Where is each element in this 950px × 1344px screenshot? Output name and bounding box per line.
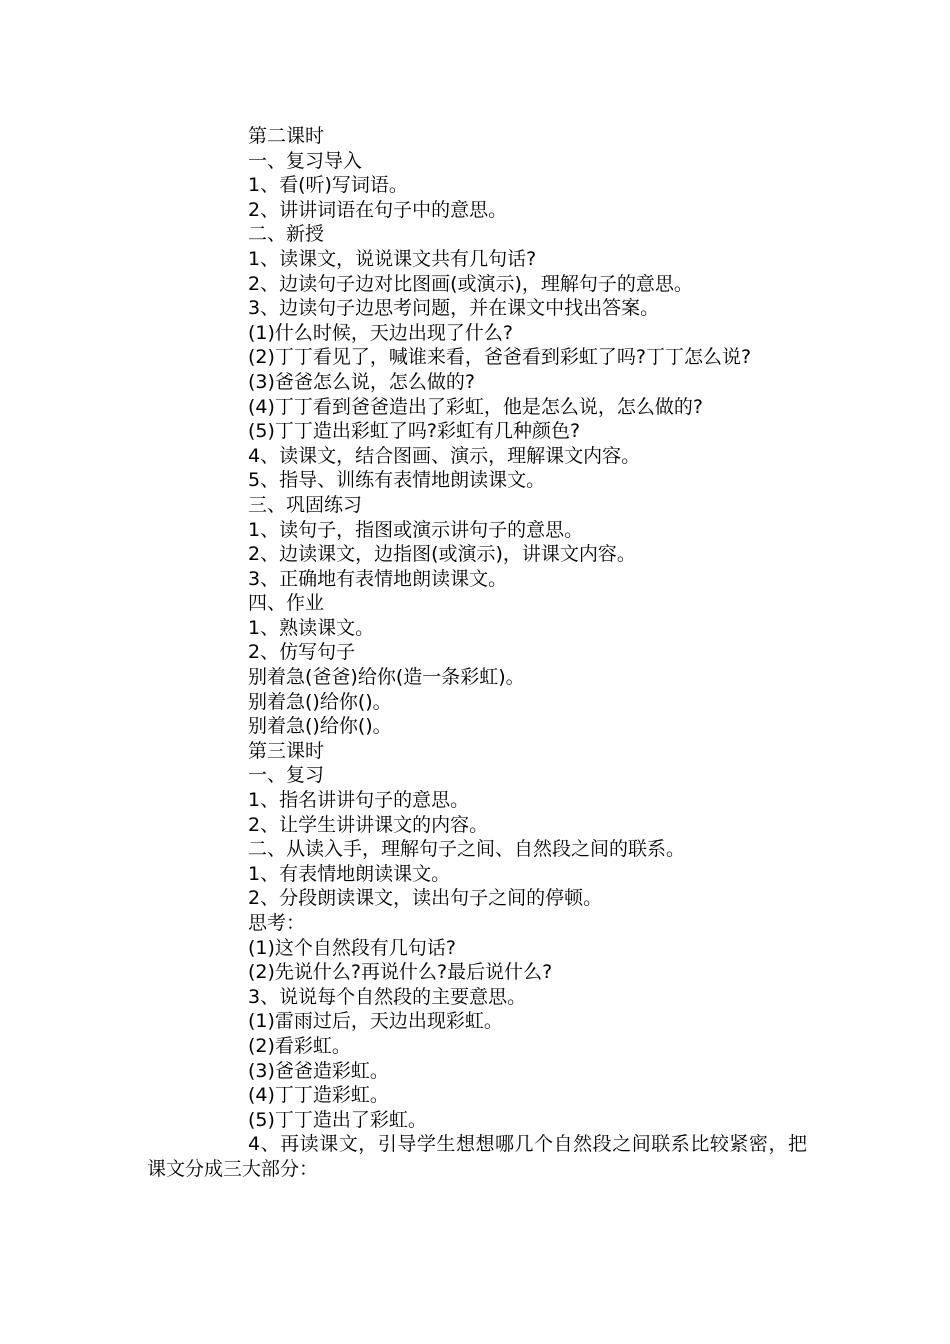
section-heading: 一、复习 xyxy=(248,764,325,787)
text-line: 别着急(爸爸)给你(造一条彩虹)。 xyxy=(248,666,525,689)
section-heading: 二、新授 xyxy=(248,223,325,246)
section-heading: 二、从读入手，理解句子之间、自然段之间的联系。 xyxy=(248,838,686,861)
text-line: (5)丁丁造出了彩虹。 xyxy=(248,1108,427,1131)
text-line: 别着急()给你()。 xyxy=(248,690,392,713)
text-line: 3、边读句子边思考问题，并在课文中找出答案。 xyxy=(248,297,660,320)
text-line: 思考： xyxy=(248,912,306,934)
text-line: 3、说说每个自然段的主要意思。 xyxy=(248,985,527,1008)
lesson-heading: 第二课时 xyxy=(248,125,325,147)
text-line: 2、边读课文，边指图(或演示)，讲课文内容。 xyxy=(248,543,636,566)
text-line: (5)丁丁造出彩虹了吗?彩虹有几种颜色? xyxy=(248,420,581,443)
text-line: (2)先说什么?再说什么?最后说什么? xyxy=(248,961,553,984)
text-line: 2、让学生讲讲课文的内容。 xyxy=(248,813,489,836)
text-line: (1)什么时候，天边出现了什么? xyxy=(248,321,513,344)
text-line: 1、读句子，指图或演示讲句子的意思。 xyxy=(248,518,584,541)
text-line: (2)看彩虹。 xyxy=(248,1034,351,1057)
section-heading: 一、复习导入 xyxy=(248,149,363,172)
text-line: 1、读课文，说说课文共有几句话? xyxy=(248,247,537,270)
text-line: 1、指名讲讲句子的意思。 xyxy=(248,789,470,812)
document-body xyxy=(147,124,807,1182)
text-line: 5、指导、训练有表情地朗读课文。 xyxy=(248,469,546,492)
text-line: (1)雷雨过后，天边出现彩虹。 xyxy=(248,1010,503,1033)
text-paragraph: 4、再读课文，引导学生想想哪几个自然段之间联系比较紧密，把课文分成三大部分： xyxy=(147,1133,807,1180)
text-line: (3)爸爸造彩虹。 xyxy=(248,1059,389,1082)
text-line: 2、分段朗读课文，读出句子之间的停顿。 xyxy=(248,887,603,910)
text-line: 2、讲讲词语在句子中的意思。 xyxy=(248,198,508,221)
text-line: (4)丁丁造彩虹。 xyxy=(248,1084,389,1107)
text-line: 1、有表情地朗读课文。 xyxy=(248,862,451,885)
text-line: 3、正确地有表情地朗读课文。 xyxy=(248,567,508,590)
text-line: 2、仿写句子 xyxy=(248,641,356,664)
text-line: 1、熟读课文。 xyxy=(248,616,375,639)
text-line: 别着急()给你()。 xyxy=(248,715,392,738)
text-paragraph: (2)丁丁看见了，喊谁来看，爸爸看到彩虹了吗?丁丁怎么说? xyxy=(248,346,752,369)
text-line: 1、看(听)写词语。 xyxy=(248,174,408,197)
text-line: (3)爸爸怎么说，怎么做的? xyxy=(248,370,475,393)
section-heading: 四、作业 xyxy=(248,592,325,615)
section-heading: 三、巩固练习 xyxy=(248,493,363,516)
text-line: 4、读课文，结合图画、演示，理解课文内容。 xyxy=(248,444,641,467)
text-line: (1)这个自然段有几句话? xyxy=(248,936,456,959)
text-line: (4)丁丁看到爸爸造出了彩虹，他是怎么说，怎么做的? xyxy=(248,395,703,418)
text-line: 2、边读句子边对比图画(或演示)，理解句子的意思。 xyxy=(248,272,693,295)
lesson-heading: 第三课时 xyxy=(248,739,325,762)
